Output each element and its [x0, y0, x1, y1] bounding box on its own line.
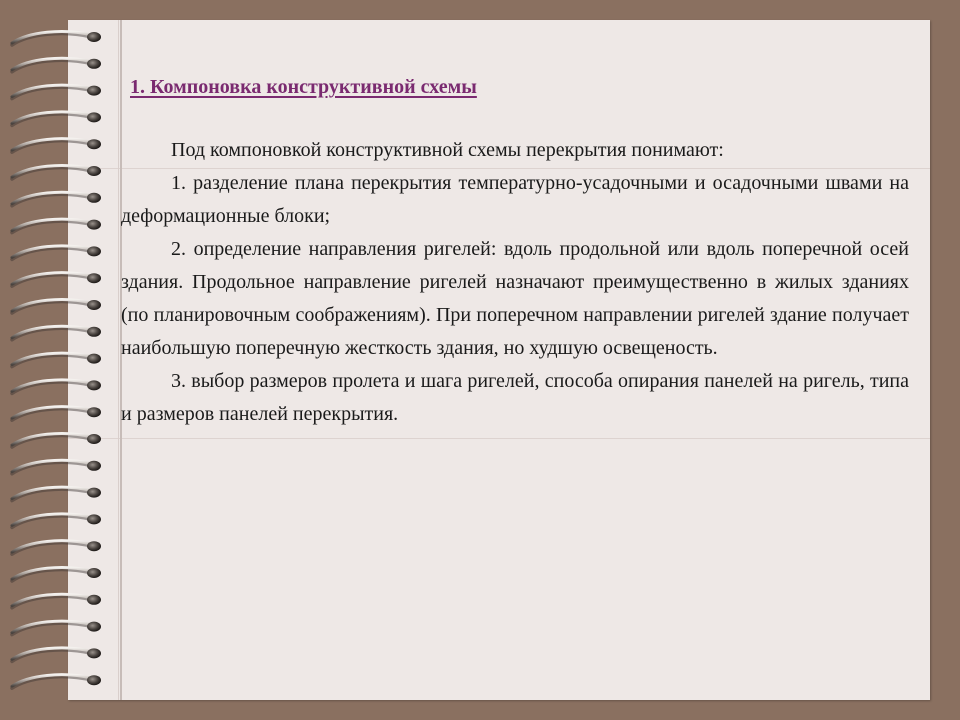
slide-title: 1. Компоновка конструктивной схемы: [130, 76, 477, 98]
spiral-coil-icon: [12, 594, 101, 607]
list-item: 1. разделение плана перекрытия температурно-усадочными и осадочными швами на деформационные блоки;: [121, 172, 909, 227]
spiral-binding-icon: [8, 24, 108, 700]
spiral-coil-icon: [12, 32, 101, 45]
spiral-coil-icon: [12, 380, 101, 393]
spiral-coil-icon: [12, 407, 101, 420]
slide-body: [121, 134, 909, 431]
spiral-coil-icon: [12, 139, 101, 152]
page-rule-line: [68, 438, 930, 439]
spiral-coil-icon: [12, 273, 101, 286]
spiral-coil-icon: [12, 85, 101, 98]
spiral-coil-icon: [12, 487, 101, 500]
spiral-coil-icon: [12, 514, 101, 527]
list-item: 3. выбор размеров пролета и шага ригелей, способа опирания панелей на ригель, типа и размеров панелей перекрытия.: [121, 370, 909, 425]
spiral-coil-icon: [12, 326, 101, 339]
spiral-coil-icon: [12, 648, 101, 661]
spiral-coil-icon: [12, 675, 101, 688]
intro-paragraph: Под компоновкой конструктивной схемы перекрытия понимают:: [171, 139, 724, 161]
spiral-coil-icon: [12, 434, 101, 447]
spiral-coil-icon: [12, 192, 101, 205]
spiral-coil-icon: [12, 112, 101, 125]
page-margin-line: [118, 20, 119, 700]
spiral-coil-icon: [12, 58, 101, 71]
spiral-coil-icon: [12, 246, 101, 259]
spiral-coil-icon: [12, 541, 101, 554]
spiral-coil-icon: [12, 166, 101, 179]
spiral-coil-icon: [12, 460, 101, 473]
spiral-coil-icon: [12, 568, 101, 581]
spiral-coil-icon: [12, 300, 101, 313]
spiral-coil-icon: [12, 621, 101, 634]
spiral-coil-icon: [12, 219, 101, 232]
list-item: 2. определение направления ригелей: вдоль продольной или вдоль поперечной осей здания. Продольное направление ригелей назначают преимущественно в жилых зданиях (по планировочным соображениям). При поперечном направлении ригелей здание получает наибольшую поперечную жесткость здания, но худшую освещеность.: [121, 238, 909, 359]
spiral-coil-icon: [12, 353, 101, 366]
